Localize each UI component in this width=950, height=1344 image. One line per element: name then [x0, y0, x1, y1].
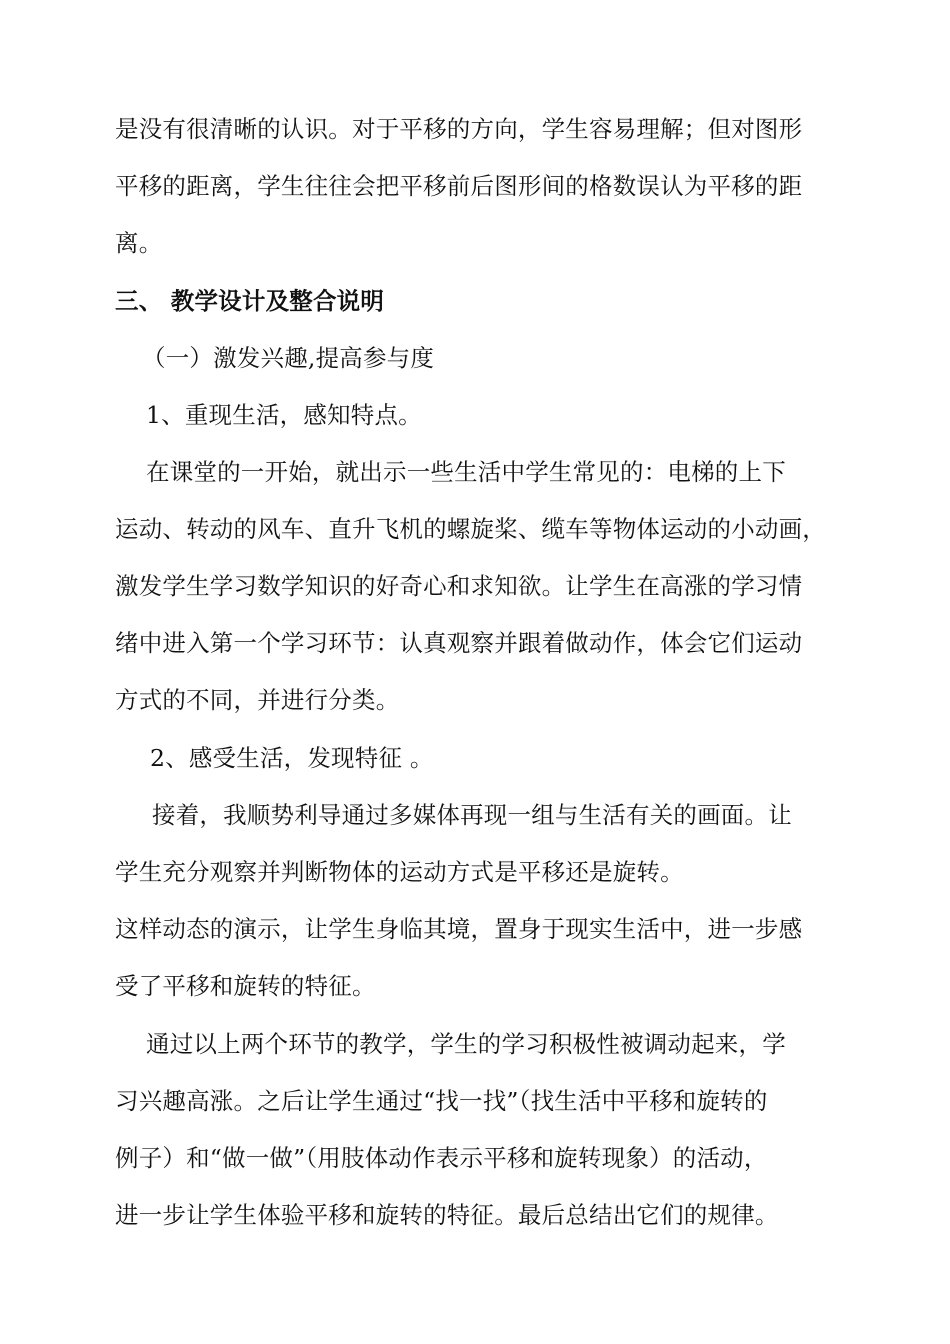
intro-line-1: 是没有很清晰的认识。对于平移的方向，学生容易理解；但对图形: [115, 115, 803, 143]
section-heading: 三、 教学设计及整合说明: [115, 287, 385, 315]
paragraph-3-line-4: 进一步让学生体验平移和旋转的特征。最后总结出它们的规律。: [115, 1201, 779, 1229]
item-2-title: 2、感受生活，发现特征 。: [150, 744, 434, 772]
paragraph-1-line-3: 激发学生学习数学知识的好奇心和求知欲。让学生在高涨的学习情: [115, 572, 803, 600]
intro-line-2: 平移的距离，学生往往会把平移前后图形间的格数误认为平移的距: [115, 172, 803, 200]
item-1-title: 1、重现生活，感知特点。: [146, 401, 422, 429]
paragraph-2-line-3: 这样动态的演示，让学生身临其境，置身于现实生活中，进一步感: [115, 915, 803, 943]
paragraph-2-line-4: 受了平移和旋转的特征。: [115, 972, 376, 1000]
paragraph-1-line-1: 在课堂的一开始，就出示一些生活中学生常见的：电梯的上下: [146, 458, 786, 486]
paragraph-2-line-1: 接着，我顺势利导通过多媒体再现一组与生活有关的画面。让: [152, 801, 792, 829]
paragraph-1-line-4: 绪中进入第一个学习环节：认真观察并跟着做动作，体会它们运动: [115, 629, 803, 657]
paragraph-2-line-2: 学生充分观察并判断物体的运动方式是平移还是旋转。: [115, 858, 684, 886]
intro-line-3: 离。: [115, 229, 163, 257]
paragraph-3-line-2: 习兴趣高涨。之后让学生通过“找一找”（找生活中平移和旋转的: [115, 1087, 768, 1115]
subsection-heading: （一）激发兴趣,提高参与度: [142, 344, 435, 372]
paragraph-1-line-5: 方式的不同，并进行分类。: [115, 686, 400, 714]
paragraph-3-line-3: 例子）和“做一做”（用肢体动作表示平移和旋转现象）的活动，: [115, 1144, 768, 1172]
paragraph-1-line-2: 运动、转动的风车、直升飞机的螺旋桨、缆车等物体运动的小动画，: [115, 515, 826, 543]
paragraph-3-line-1: 通过以上两个环节的教学，学生的学习积极性被调动起来，学: [146, 1030, 786, 1058]
